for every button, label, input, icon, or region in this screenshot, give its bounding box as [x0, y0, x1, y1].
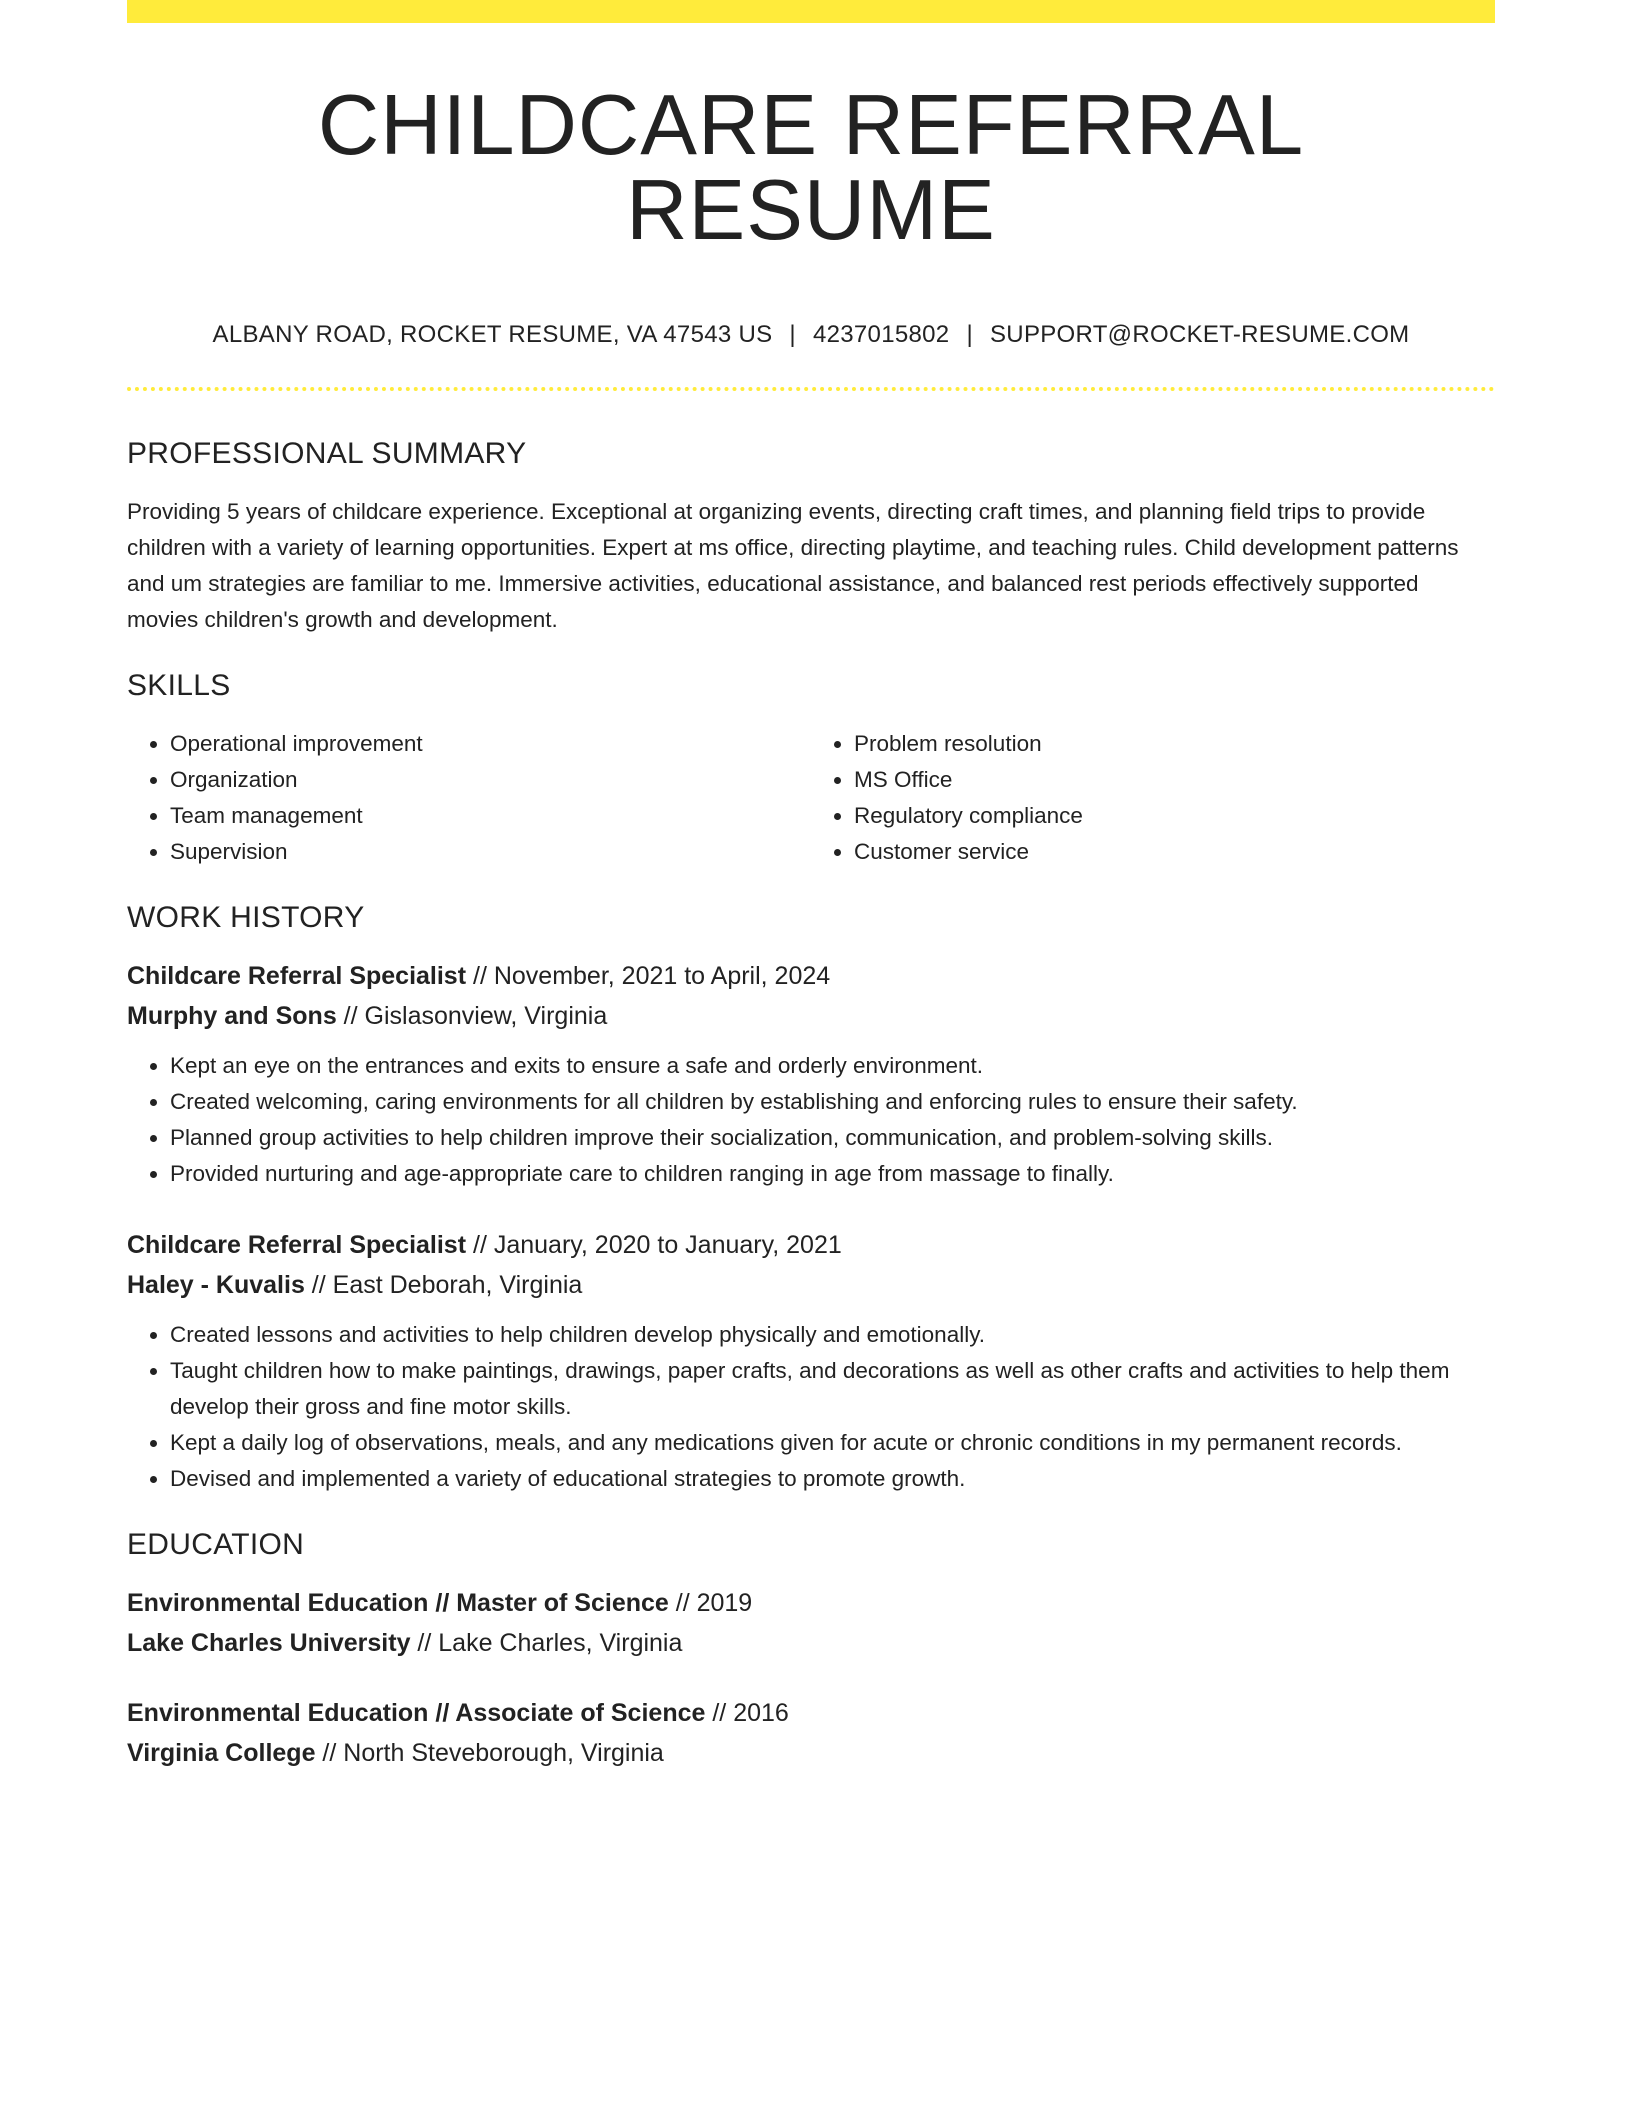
resume-page [127, 0, 1495, 1773]
summary-text: Providing 5 years of childcare experience. Exceptional at organizing events, directing craft times, and planning field trips to provide children with a variety of learning opportunities. Expert at ms office, directing playtime, and teaching rules. Child development patterns and um strategies are familiar to me. Immersive activities, educational assistance, and balanced rest periods effectively supported movies children's growth and development. [127, 499, 1459, 632]
job-title-line [127, 1225, 1495, 1265]
education-location: // North Steveborough, Virginia [315, 1739, 664, 1767]
job-duty: • Provided nurturing and age-appropriate care to children ranging in age from massage to finally. [170, 1156, 1495, 1192]
contact-line [127, 321, 1495, 349]
education-school-line [127, 1733, 1495, 1773]
skill-item: • Operational improvement [170, 726, 811, 762]
job-entry [127, 1225, 1495, 1497]
skill-item: • Organization [170, 762, 811, 798]
work-history-heading: WORK HISTORY [127, 901, 365, 934]
education-school-line [127, 1623, 1495, 1663]
skill-item: • Supervision [170, 834, 811, 870]
job-entry [127, 956, 1495, 1192]
contact-email: SUPPORT@ROCKET-RESUME.COM [990, 321, 1410, 348]
education-entry [127, 1693, 1495, 1773]
education-entry [127, 1583, 1495, 1663]
job-duties [127, 1048, 1495, 1192]
skill-item: • Problem resolution [854, 726, 1495, 762]
accent-bar [127, 0, 1495, 23]
contact-address: ALBANY ROAD, ROCKET RESUME, VA 47543 US [212, 321, 773, 348]
education-school: Lake Charles University [127, 1629, 411, 1657]
job-company: Murphy and Sons [127, 1002, 337, 1030]
skill-item: • Regulatory compliance [854, 798, 1495, 834]
job-duty: • Created lessons and activities to help children develop physically and emotionally. [170, 1317, 1495, 1353]
education-degree: Environmental Education // Associate of Science [127, 1699, 706, 1727]
job-dates: // November, 2021 to April, 2024 [466, 962, 831, 990]
skill-item: • Customer service [854, 834, 1495, 870]
skills-column-right [811, 726, 1495, 870]
job-location: // Gislasonview, Virginia [336, 1002, 608, 1030]
contact-separator: | [966, 321, 973, 348]
job-title-line [127, 956, 1495, 996]
job-duties [127, 1317, 1495, 1497]
skills-column-left [127, 726, 811, 870]
skills-heading: SKILLS [127, 669, 231, 702]
education-year: // 2019 [668, 1589, 753, 1617]
education-heading: EDUCATION [127, 1528, 305, 1561]
job-duty: • Devised and implemented a variety of educational strategies to promote growth. [170, 1461, 1495, 1497]
education-degree-line [127, 1693, 1495, 1733]
job-company-line [127, 996, 1495, 1036]
job-duty: • Kept a daily log of observations, meals, and any medications given for acute or chronic conditions in my permanent records. [170, 1425, 1495, 1461]
job-dates: // January, 2020 to January, 2021 [466, 1231, 842, 1259]
education-location: // Lake Charles, Virginia [410, 1629, 683, 1657]
job-duty: • Planned group activities to help children improve their socialization, communication, and problem-solving skills. [170, 1120, 1495, 1156]
summary-heading: PROFESSIONAL SUMMARY [127, 437, 527, 470]
skills-list [127, 726, 1495, 870]
education-year: // 2016 [705, 1699, 789, 1727]
job-role: Childcare Referral Specialist [127, 1231, 467, 1259]
header-divider [127, 387, 1495, 391]
education-degree-line [127, 1583, 1495, 1623]
job-duty: • Kept an eye on the entrances and exits to ensure a safe and orderly environment. [170, 1048, 1495, 1084]
job-company: Haley - Kuvalis [127, 1271, 305, 1299]
resume-title: CHILDCARE REFERRAL RESUME [317, 78, 1305, 258]
job-duty: • Created welcoming, caring environments for all children by establishing and enforcing rules to ensure their safety. [170, 1084, 1495, 1120]
education-school: Virginia College [127, 1739, 316, 1767]
contact-separator: | [789, 321, 796, 348]
job-duty: • Taught children how to make paintings, drawings, paper crafts, and decorations as well as other crafts and activities to help them develop their gross and fine motor skills. [170, 1353, 1495, 1425]
education-degree: Environmental Education // Master of Science [127, 1589, 669, 1617]
job-location: // East Deborah, Virginia [304, 1271, 583, 1299]
skill-item: • Team management [170, 798, 811, 834]
contact-phone: 4237015802 [812, 321, 950, 348]
job-company-line [127, 1265, 1495, 1305]
skill-item: • MS Office [854, 762, 1495, 798]
job-role: Childcare Referral Specialist [127, 962, 467, 990]
